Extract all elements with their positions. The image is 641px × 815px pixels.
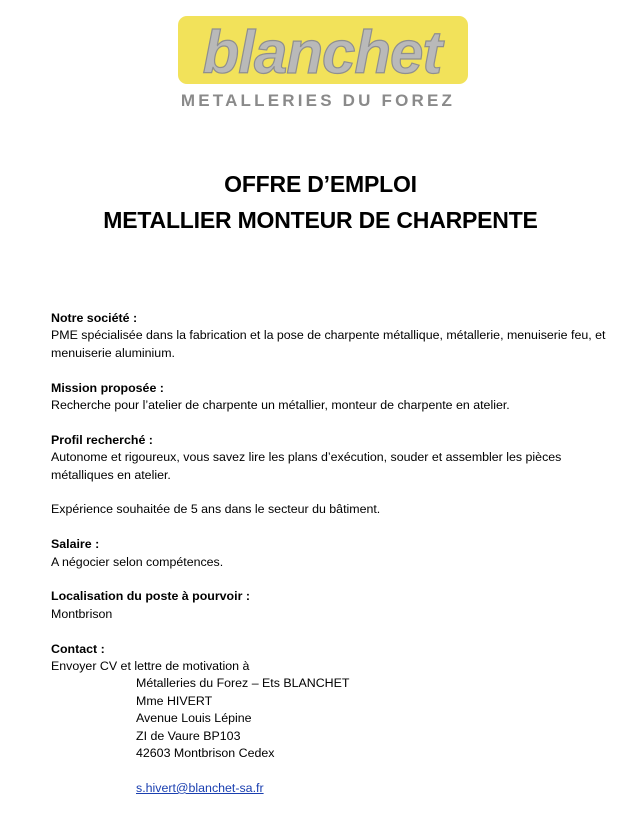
contact-address-line: Mme HIVERT <box>136 693 213 708</box>
contact-address-line: Métalleries du Forez – Ets BLANCHET <box>136 676 350 691</box>
company-text: PME spécialisée dans la fabrication et la pose de charpente métallique, métallerie, menuiserie feu, et menuiserie aluminium. <box>51 328 606 360</box>
contact-section <box>51 641 611 798</box>
salary-text: A négocier selon compétences. <box>51 554 224 569</box>
contact-intro: Envoyer CV et lettre de motivation à <box>51 659 250 674</box>
profile-heading: Profil recherché : <box>51 432 153 447</box>
contact-address-line: 42603 Montbrison Cedex <box>136 746 275 761</box>
location-text: Montbrison <box>51 606 113 621</box>
logo-brand-text: blanchet <box>202 19 442 86</box>
company-logo <box>0 0 641 115</box>
mission-text: Recherche pour l’atelier de charpente un métallier, monteur de charpente en atelier. <box>51 398 510 413</box>
profile-text: Autonome et rigoureux, vous savez lire les plans d’exécution, souder et assembler les pièces métalliques en atelier. <box>51 450 562 482</box>
job-offer-body <box>51 310 611 815</box>
document-title: OFFRE D’EMPLOI <box>224 171 417 197</box>
salary-heading: Salaire : <box>51 537 100 552</box>
company-section <box>51 310 611 362</box>
contact-address-line: Avenue Louis Lépine <box>136 711 252 726</box>
profile-section <box>51 432 611 484</box>
location-heading: Localisation du poste à pourvoir : <box>51 589 250 604</box>
experience-text: Expérience souhaitée de 5 ans dans le secteur du bâtiment. <box>51 502 381 517</box>
location-section <box>51 588 611 623</box>
mission-section <box>51 380 611 415</box>
contact-heading: Contact : <box>51 641 105 656</box>
company-heading: Notre société : <box>51 311 138 325</box>
job-title: METALLIER MONTEUR DE CHARPENTE <box>103 207 538 233</box>
contact-address-line: ZI de Vaure BP103 <box>136 728 241 743</box>
mission-heading: Mission proposée : <box>51 380 164 395</box>
salary-section <box>51 536 611 571</box>
contact-email-link[interactable]: s.hivert@blanchet-sa.fr <box>136 780 264 795</box>
experience-section <box>51 501 611 518</box>
logo-tagline: METALLERIES DU FOREZ <box>180 91 456 110</box>
